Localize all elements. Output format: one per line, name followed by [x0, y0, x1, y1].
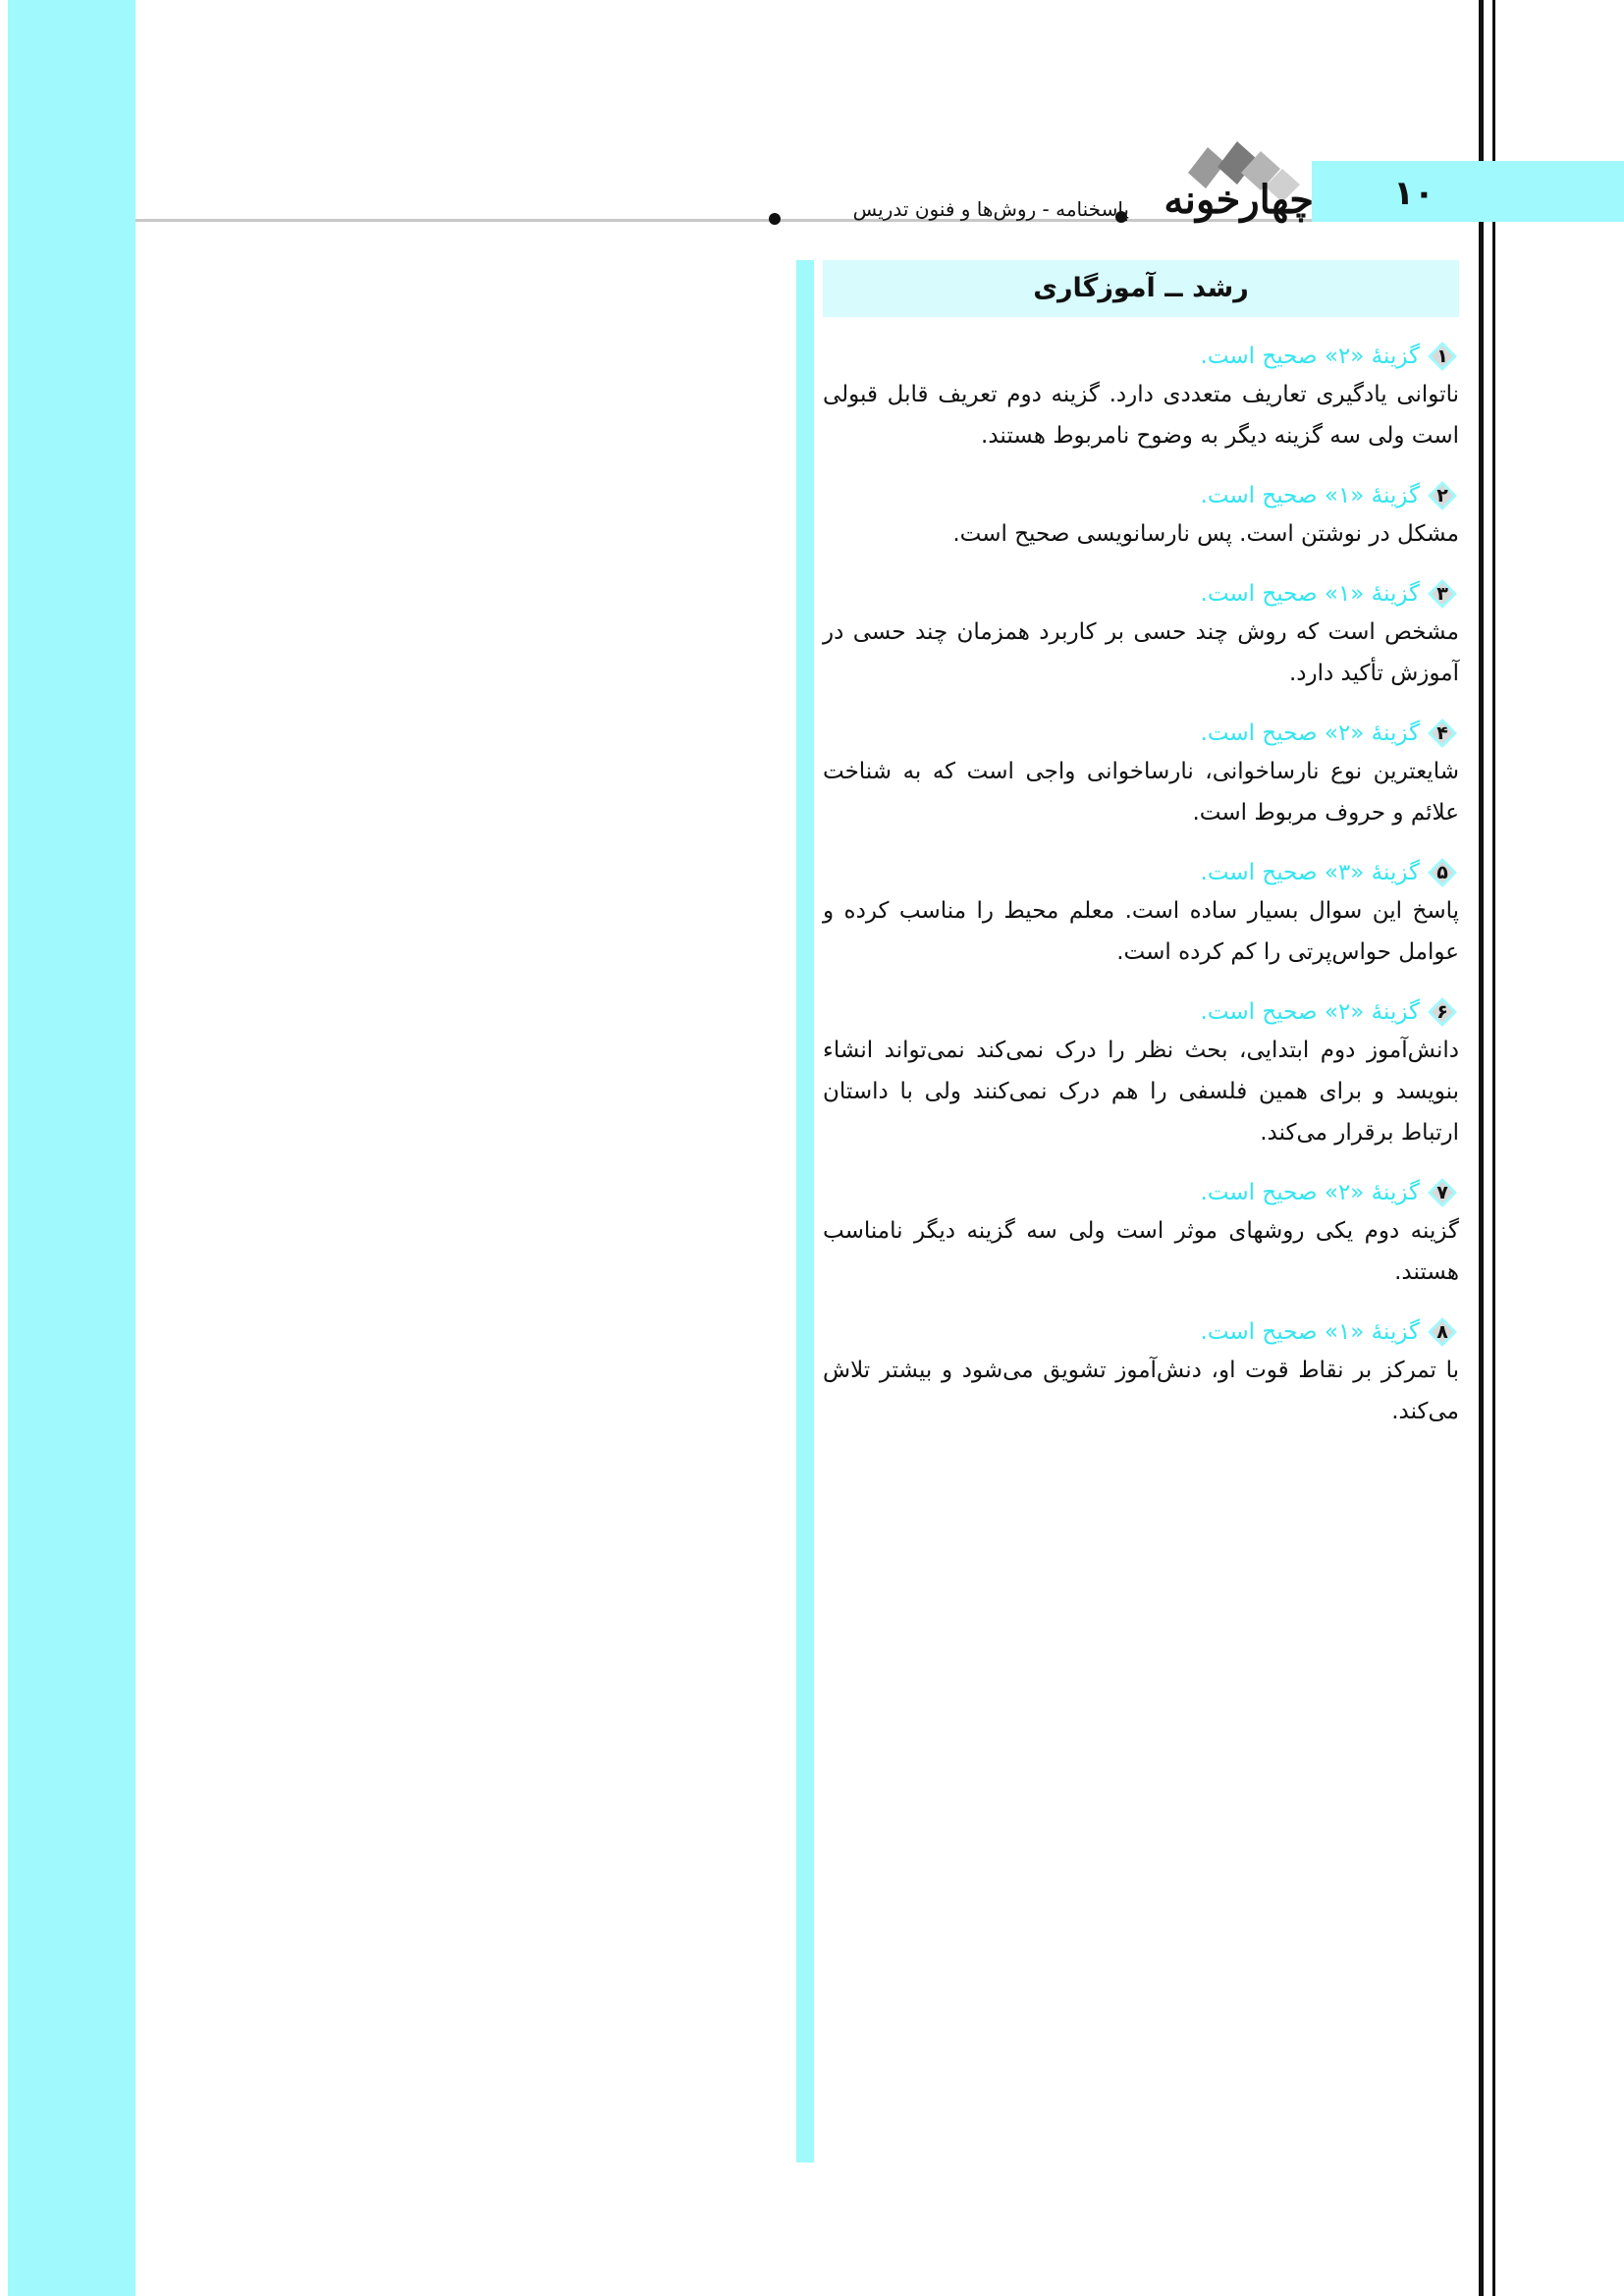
- question-number: ۲: [1436, 485, 1448, 507]
- left-margin-band: [8, 0, 135, 2296]
- answer-key: گزینهٔ «۳» صحیح است.: [1200, 860, 1420, 885]
- answer-explanation: ناتوانی یادگیری تعاریف متعددی دارد. گزینه دوم تعریف قابل قبولی است ولی سه گزینه دیگر به وضوح نامربوط هستند.: [823, 382, 1459, 449]
- content-side-bar: [796, 260, 814, 2163]
- question-number-badge: [1426, 479, 1459, 512]
- question-number: ۷: [1436, 1182, 1448, 1203]
- answer-list: [823, 339, 1459, 1454]
- answer-item: [823, 576, 1459, 694]
- answer-explanation: مشخص است که روش چند حسی بر کاربرد همزمان چند حسی در آموزش تأکید دارد.: [823, 619, 1459, 686]
- answer-header: [823, 576, 1459, 612]
- logo-text: چهارخونه: [1164, 177, 1314, 223]
- header-subtitle: پاسخنامه - روش‌ها و فنون تدریس: [852, 197, 1129, 221]
- answer-key: گزینهٔ «۱» صحیح است.: [1200, 483, 1420, 508]
- answer-item: [823, 716, 1459, 833]
- question-number-badge: [1426, 1315, 1459, 1349]
- answer-key: گزینهٔ «۲» صحیح است.: [1200, 344, 1420, 369]
- question-number: ۸: [1436, 1321, 1448, 1343]
- answer-header: [823, 855, 1459, 890]
- question-number-badge: [1426, 1176, 1459, 1209]
- answer-item: [823, 1175, 1459, 1293]
- answer-key: گزینهٔ «۱» صحیح است.: [1200, 581, 1420, 607]
- answer-item: [823, 478, 1459, 555]
- question-number-badge: [1426, 856, 1459, 889]
- question-number: ۳: [1436, 583, 1448, 605]
- answer-explanation: با تمرکز بر نقاط قوت او، دنش‌آموز تشویق می‌شود و بیشتر تلاش می‌کند.: [823, 1358, 1459, 1424]
- answer-key: گزینهٔ «۲» صحیح است.: [1200, 721, 1420, 746]
- answer-header: [823, 1314, 1459, 1350]
- answer-header: [823, 994, 1459, 1030]
- answer-item: [823, 339, 1459, 456]
- question-number: ۱: [1436, 346, 1448, 367]
- right-border-rule-inner: [1492, 0, 1495, 2296]
- answer-explanation: شایعترین نوع نارساخوانی، نارساخوانی واجی است که به شناخت علائم و حروف مربوط است.: [823, 759, 1459, 826]
- answer-header: [823, 339, 1459, 374]
- question-number: ۶: [1436, 1001, 1448, 1023]
- page-number-tab: [1312, 161, 1624, 222]
- answer-key: گزینهٔ «۱» صحیح است.: [1200, 1319, 1420, 1345]
- answer-key: گزینهٔ «۲» صحیح است.: [1200, 1180, 1420, 1205]
- answer-item: [823, 855, 1459, 973]
- answer-explanation: پاسخ این سوال بسیار ساده است. معلم محیط را مناسب کرده و عوامل حواس‌پرتی را کم کرده است.: [823, 898, 1459, 965]
- right-border-rule: [1479, 0, 1484, 2296]
- answer-explanation: گزینه دوم یکی روشهای موثر است ولی سه گزینه دیگر نامناسب هستند.: [823, 1218, 1459, 1285]
- question-number-badge: [1426, 995, 1459, 1029]
- page-number: ۱۰: [1393, 174, 1435, 213]
- answer-explanation: مشکل در نوشتن است. پس نارسانویسی صحیح است.: [952, 521, 1459, 547]
- answer-header: [823, 478, 1459, 513]
- answer-explanation: دانش‌آموز دوم ابتدایی، بحث نظر را درک نمی‌کند نمی‌تواند انشاء بنویسد و برای همین فلسفی را هم درک نمی‌کنند ولی با داستان ارتباط برقرار می‌کند.: [823, 1038, 1459, 1146]
- answer-header: [823, 1175, 1459, 1210]
- question-number: ۴: [1436, 722, 1448, 744]
- question-number-badge: [1426, 577, 1459, 611]
- question-number: ۵: [1436, 862, 1448, 883]
- question-number-badge: [1426, 717, 1459, 750]
- answer-item: [823, 994, 1459, 1153]
- answer-header: [823, 716, 1459, 751]
- section-title: رشد ــ آموزگاری: [1033, 273, 1249, 303]
- answer-item: [823, 1314, 1459, 1432]
- answer-key: گزینهٔ «۲» صحیح است.: [1200, 999, 1420, 1025]
- header-bullet: [769, 213, 781, 225]
- question-number-badge: [1426, 340, 1459, 373]
